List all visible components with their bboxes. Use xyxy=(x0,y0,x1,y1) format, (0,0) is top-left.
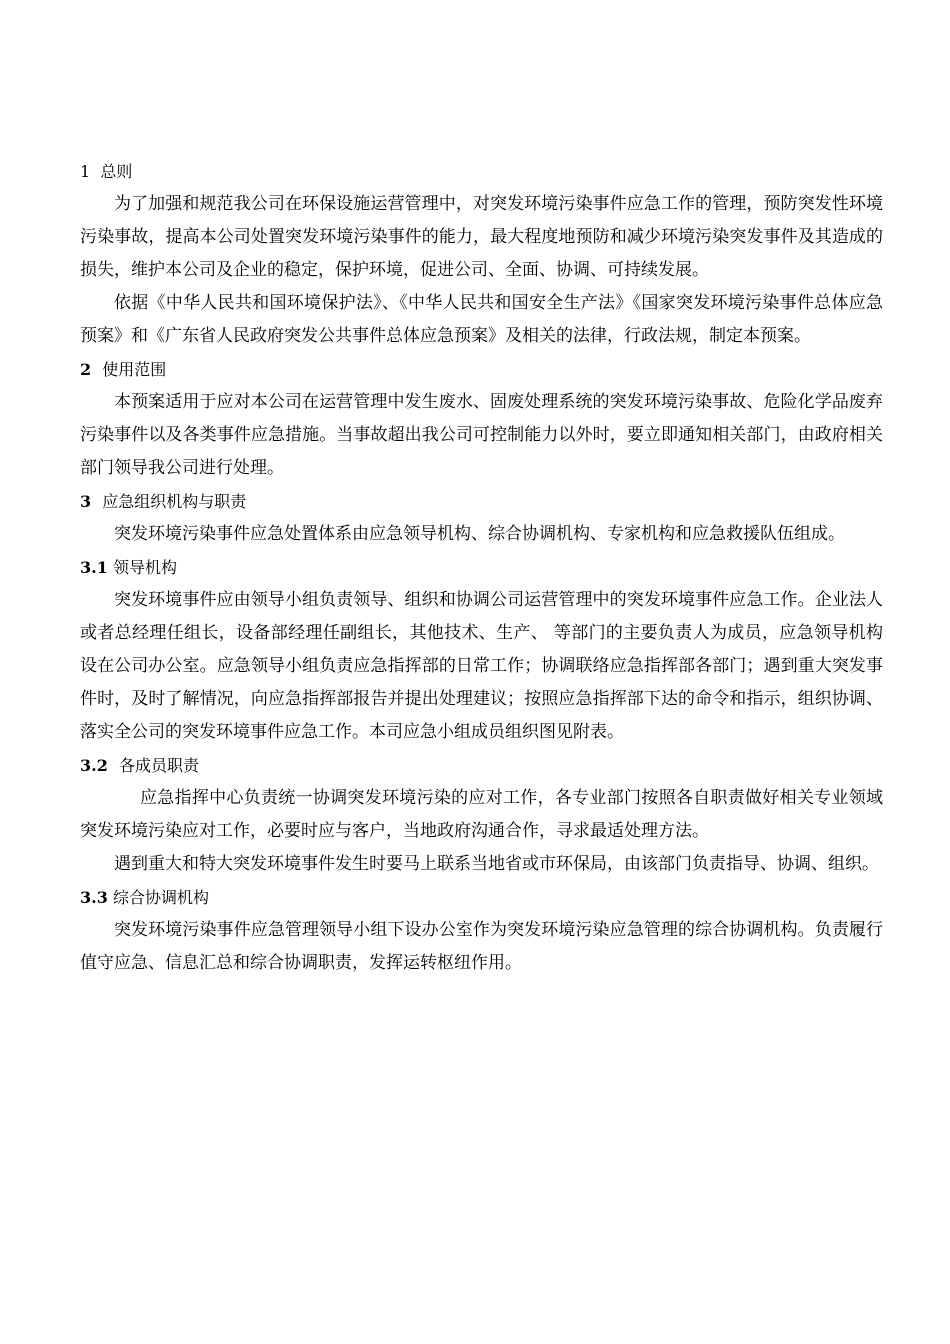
section-title: 总则 xyxy=(100,162,133,181)
paragraph: 本预案适用于应对本公司在运营管理中发生废水、固废处理系统的突发环境污染事故、危险化学品废弃污染事件以及各类事件应急措施。当事故超出我公司可控制能力以外时，要立即通知相关部门，由政府相关部门领导我公司进行处理。 xyxy=(80,392,883,478)
section-heading-3-2 xyxy=(80,749,883,782)
section-title: 应急组织机构与职责 xyxy=(102,492,247,511)
document-body xyxy=(80,155,883,980)
section-number: 1 xyxy=(80,162,91,181)
section-number: 3.2 xyxy=(80,756,108,775)
section-heading-2 xyxy=(80,353,883,386)
section-number: 3.1 xyxy=(80,558,108,577)
section-heading-3-3 xyxy=(80,881,883,914)
section-heading-3 xyxy=(80,485,883,518)
section-number: 3.3 xyxy=(80,888,108,907)
section-title: 使用范围 xyxy=(102,360,167,379)
section-title: 综合协调机构 xyxy=(112,888,209,907)
section-number: 3 xyxy=(80,492,92,511)
section-title: 各成员职责 xyxy=(118,756,199,775)
paragraph: 突发环境污染事件应急处置体系由应急领导机构、综合协调机构、专家机构和应急救援队伍组成。 xyxy=(114,524,845,544)
section-title: 领导机构 xyxy=(112,558,177,577)
paragraph: 为了加强和规范我公司在环保设施运营管理中，对突发环境污染事件应急工作的管理，预防突发性环境污染事故，提高本公司处置突发环境污染事件的能力，最大程度地预防和减少环境污染突发事件及其造成的损失，维护本公司及企业的稳定，保护环境，促进公司、全面、协调、可持续发展。 xyxy=(80,194,883,280)
paragraph: 突发环境事件应由领导小组负责领导、组织和协调公司运营管理中的突发环境事件应急工作。企业法人或者总经理任组长，设备部经理任副组长，其他技术、生产、 等部门的主要负责人为成员，应急领导机构设在公司办公室。应急领导小组负责应急指挥部的日常工作；协调联络应急指挥部各部门；遇到重大突发事件时，及时了解情况，向应急指挥部报告并提出处理建议；按照应急指挥部下达的命令和指示，组织协调、落实全公司的突发环境事件应急工作。本司应急小组成员组织图见附表。 xyxy=(80,590,883,742)
section-heading-3-1 xyxy=(80,551,883,584)
section-heading-1 xyxy=(80,155,883,188)
paragraph: 遇到重大和特大突发环境事件发生时要马上联系当地省或市环保局，由该部门负责指导、协调、组织。 xyxy=(114,854,879,874)
paragraph: 突发环境污染事件应急管理领导小组下设办公室作为突发环境污染应急管理的综合协调机构。负责履行值守应急、信息汇总和综合协调职责，发挥运转枢纽作用。 xyxy=(80,920,883,973)
paragraph: 应急指挥中心负责统一协调突发环境污染的应对工作，各专业部门按照各自职责做好相关专业领域突发环境污染应对工作，必要时应与客户，当地政府沟通合作，寻求最适处理方法。 xyxy=(80,788,883,841)
section-number: 2 xyxy=(80,360,92,379)
paragraph: 依据《中华人民共和国环境保护法》、《中华人民共和国安全生产法》《国家突发环境污染事件总体应急预案》和《广东省人民政府突发公共事件总体应急预案》及相关的法律，行政法规，制定本预案。 xyxy=(80,293,883,346)
